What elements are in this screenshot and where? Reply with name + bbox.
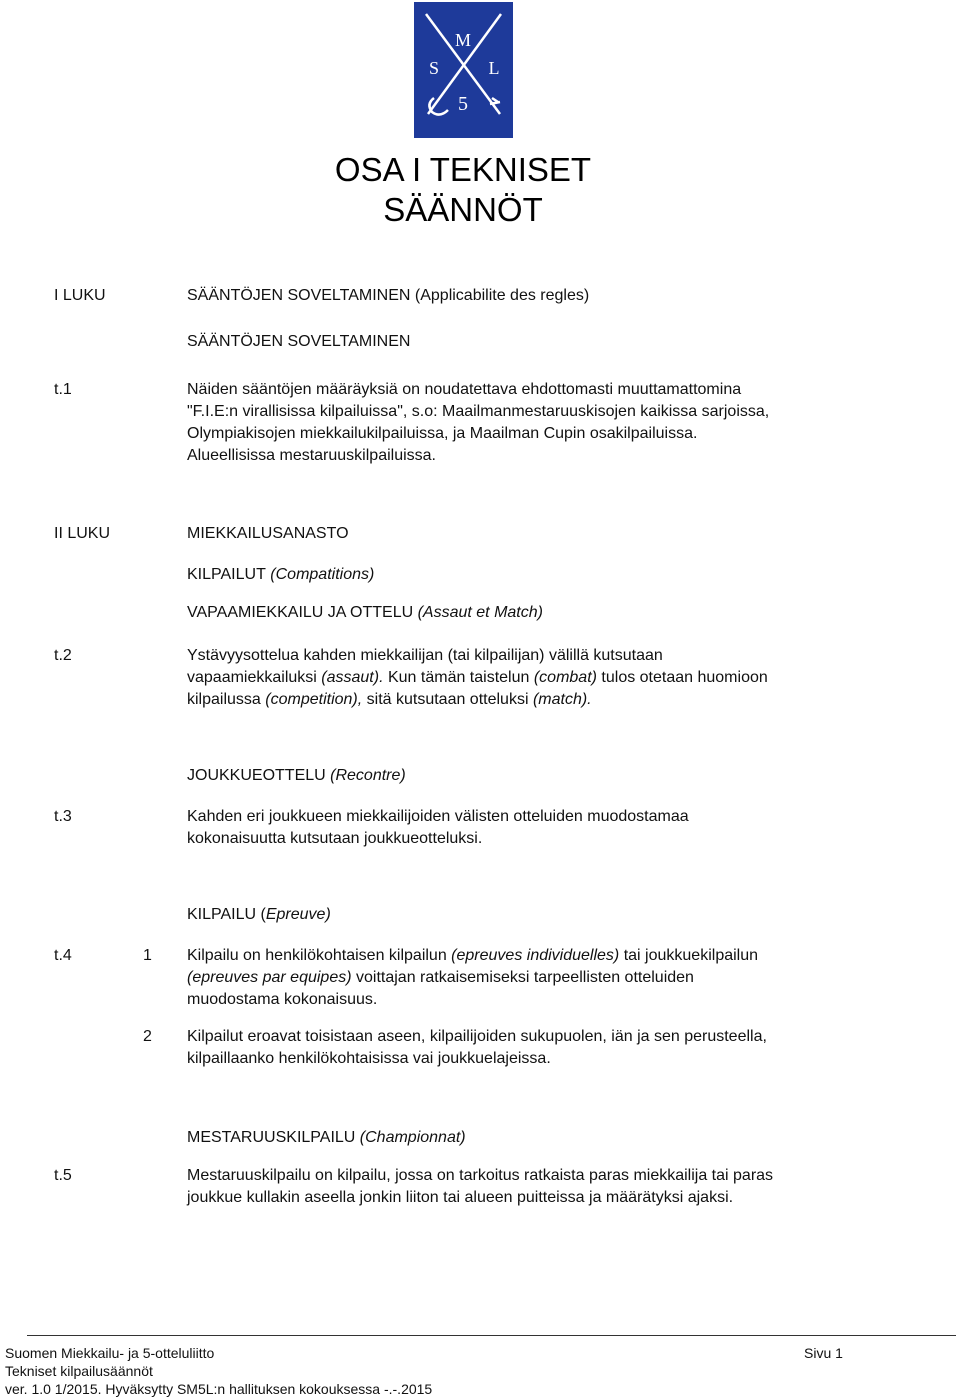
- chapter-2-heading: MIEKKAILUSANASTO: [187, 525, 349, 542]
- rule-t4-line: Kilpailut eroavat toisistaan aseen, kilpailijoiden sukupuolen, iän ja sen perusteella,: [187, 1028, 767, 1045]
- rule-t2-line: vapaamiekkailuksi (assaut). Kun tämän taistelun (combat) tulos otetaan huomioon: [187, 669, 768, 686]
- chapter-1-label: I LUKU: [54, 287, 106, 304]
- footer-divider: [27, 1335, 956, 1336]
- rule-t4-para-2-number: 2: [143, 1028, 152, 1045]
- rule-t1-number: t.1: [54, 381, 72, 398]
- rule-t3-line: Kahden eri joukkueen miekkailijoiden välisten otteluiden muodostamaa: [187, 808, 689, 825]
- footer-document-name: Tekniset kilpailusäännöt: [5, 1363, 153, 1379]
- rule-t4-line: kilpaillaanko henkilökohtaisissa vai joukkuelajeissa.: [187, 1050, 551, 1067]
- rule-t2-line: kilpailussa (competition), sitä kutsutaan otteluksi (match).: [187, 691, 592, 708]
- section-kilpailut: KILPAILUT (Compatitions): [187, 566, 375, 583]
- rule-t4-line: (epreuves par equipes) voittajan ratkaisemiseksi tarpeellisten otteluiden: [187, 969, 694, 986]
- logo-letter-m: M: [454, 30, 472, 50]
- footer-page-number: Sivu 1: [804, 1345, 843, 1361]
- section-joukkueottelu: JOUKKUEOTTELU (Recontre): [187, 767, 406, 784]
- rule-t5-line: joukkue kullakin aseella jonkin liiton tai alueen puitteissa ja määrätyksi ajaksi.: [187, 1189, 734, 1206]
- rule-t2-number: t.2: [54, 647, 72, 664]
- rule-t1-line: Näiden sääntöjen määräyksiä on noudatettava ehdottomasti muuttamattomina: [187, 381, 742, 398]
- federation-logo: [414, 2, 513, 138]
- chapter-2-label: II LUKU: [54, 525, 111, 542]
- rule-t4-line: muodostama kokonaisuus.: [187, 991, 378, 1008]
- rule-t2-line: Ystävyysottelua kahden miekkailijan (tai kilpailijan) välillä kutsutaan: [187, 647, 663, 664]
- crossed-swords-icon: [414, 2, 513, 138]
- chapter-1-heading: SÄÄNTÖJEN SOVELTAMINEN (Applicabilite des regles): [187, 287, 590, 304]
- footer-version: ver. 1.0 1/2015. Hyväksytty SM5L:n hallituksen kokouksessa -.-.2015: [5, 1381, 433, 1397]
- rule-t1-line: Alueellisissa mestaruuskilpailuissa.: [187, 447, 436, 464]
- section-kilpailu: KILPAILU (Epreuve): [187, 906, 331, 923]
- rule-t3-line: kokonaisuutta kutsutaan joukkueotteluksi.: [187, 830, 483, 847]
- page-title-line1: OSA I TEKNISET: [334, 151, 592, 188]
- footer-organization: Suomen Miekkailu- ja 5-otteluliitto: [5, 1345, 215, 1361]
- logo-letter-5: 5: [458, 93, 468, 115]
- logo-letter-s: S: [428, 58, 440, 78]
- section-mestaruuskilpailu: MESTARUUSKILPAILU (Championnat): [187, 1129, 466, 1146]
- rule-t4-para-1-number: 1: [143, 947, 152, 964]
- chapter-1-subheading: SÄÄNTÖJEN SOVELTAMINEN: [187, 333, 411, 350]
- rule-t1-line: "F.I.E:n virallisissa kilpailuissa", s.o: Maailmanmestaruuskisojen kaikissa sarjoissa,: [187, 403, 770, 420]
- page-title-line2: SÄÄNNÖT: [383, 191, 543, 228]
- section-vapaamiekkailu: VAPAAMIEKKAILU JA OTTELU (Assaut et Match): [187, 604, 543, 621]
- rule-t5-number: t.5: [54, 1167, 72, 1184]
- rule-t5-line: Mestaruuskilpailu on kilpailu, jossa on tarkoitus ratkaista paras miekkailija tai paras: [187, 1167, 774, 1184]
- logo-letter-l: L: [488, 58, 500, 78]
- rule-t3-number: t.3: [54, 808, 72, 825]
- rule-t4-line: Kilpailu on henkilökohtaisen kilpailun (epreuves individuelles) tai joukkuekilpailun: [187, 947, 759, 964]
- rule-t1-line: Olympiakisojen miekkailukilpailuissa, ja Maailman Cupin osakilpailuissa.: [187, 425, 698, 442]
- rule-t4-number: t.4: [54, 947, 72, 964]
